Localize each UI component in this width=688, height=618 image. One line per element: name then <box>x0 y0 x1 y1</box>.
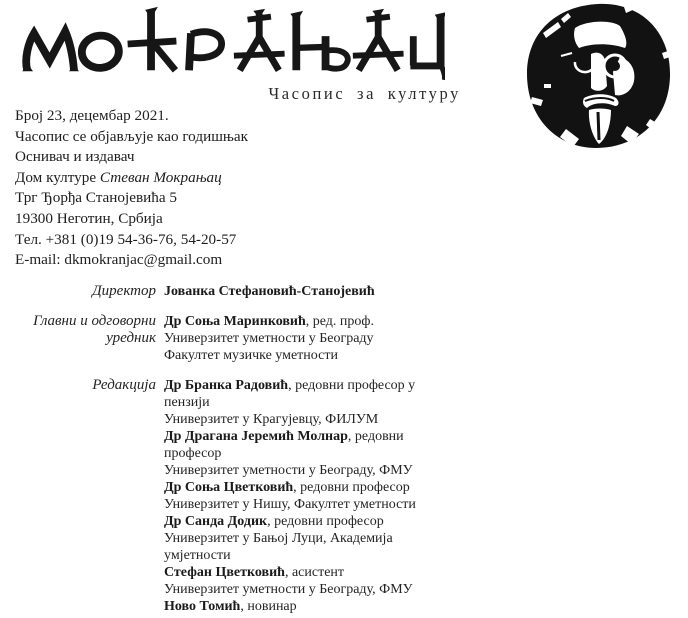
person-role: , редовни професор <box>164 428 404 461</box>
person-role: , асистент <box>284 564 345 580</box>
street-address-line: Трг Ђорђа Станојевића 5 <box>15 189 177 207</box>
affiliation: Универзитет уметности у Београду, ФМУ <box>164 581 413 597</box>
mokranjac-wordmark-icon <box>15 4 445 82</box>
logo-block <box>15 4 461 104</box>
person-name: Ново Томић <box>164 598 241 614</box>
person-name: Др Санда Додик <box>164 513 268 529</box>
masthead-section-editorial-board <box>0 377 688 615</box>
magazine-subtitle: Часопис за културу <box>268 84 461 103</box>
person-name: Др Бранка Радовић <box>164 377 289 393</box>
person-role: , ред. проф. <box>305 313 374 329</box>
director-label: Директор <box>92 282 156 299</box>
masthead-entry <box>164 330 452 347</box>
affiliation: Универзитет у Нишу, Факултет уметности <box>164 496 416 512</box>
masthead-entry <box>164 530 452 564</box>
masthead-entry <box>164 496 452 513</box>
masthead-entry <box>164 377 452 411</box>
affiliation: Универзитет уметности у Београду <box>164 330 374 346</box>
masthead-entry <box>164 347 452 364</box>
masthead <box>0 283 688 615</box>
person-name: Др Соња Маринковић <box>164 313 306 329</box>
publisher-name-line: Дом културе Стеван Мокрањац <box>15 168 222 186</box>
masthead-entry <box>164 479 452 496</box>
masthead-entry <box>164 313 452 330</box>
masthead-entry <box>164 581 452 598</box>
masthead-section-editor-in-chief <box>0 313 688 364</box>
affiliation: Универзитет у Крагујевцу, ФИЛУМ <box>164 411 379 427</box>
masthead-section-director <box>0 283 688 300</box>
editor-in-chief-label: Главни и одговорни уредник <box>33 312 156 346</box>
masthead-entry <box>164 462 452 479</box>
email-line: E-mail: dkmokranjac@gmail.com <box>15 251 223 269</box>
editor-in-chief-entries <box>164 313 452 364</box>
affiliation: Факултет музичке уметности <box>164 347 338 363</box>
affiliation: Универзитет у Бањој Луци, Академија умјетности <box>164 530 393 563</box>
person-role: , новинар <box>240 598 297 614</box>
issue-number-line: Број 23, децембар 2021. <box>15 107 169 124</box>
person-name: Др Соња Цветковић <box>164 479 294 495</box>
person-name: Др Драгана Јеремић Молнар <box>164 428 348 444</box>
editorial-board-label: Редакција <box>92 376 156 393</box>
masthead-entry <box>164 598 452 615</box>
director-entries <box>164 283 452 300</box>
affiliation: Универзитет уметности у Београду, ФМУ <box>164 462 413 478</box>
person-role: , редовни професор <box>267 513 384 529</box>
page-header <box>0 0 688 102</box>
masthead-entry <box>164 283 452 300</box>
mokranjac-portrait-image <box>522 2 674 150</box>
frequency-line: Часопис се објављује као годишњак <box>15 127 248 145</box>
phone-line: Тел. +381 (0)19 54-36-76, 54-20-57 <box>15 230 237 248</box>
city-line: 19300 Неготин, Србија <box>15 209 163 227</box>
person-name: Јованка Стефановић-Станојевић <box>164 283 375 299</box>
masthead-entry <box>164 428 452 462</box>
person-role: , редовни професор <box>293 479 410 495</box>
editorial-board-entries <box>164 377 452 615</box>
person-name: Стефан Цветковић <box>164 564 285 580</box>
masthead-entry <box>164 513 452 530</box>
founder-heading-line: Оснивач и издавач <box>15 148 135 166</box>
masthead-entry <box>164 411 452 428</box>
masthead-entry <box>164 564 452 581</box>
person-role: , редовни професор у пензији <box>164 377 416 410</box>
